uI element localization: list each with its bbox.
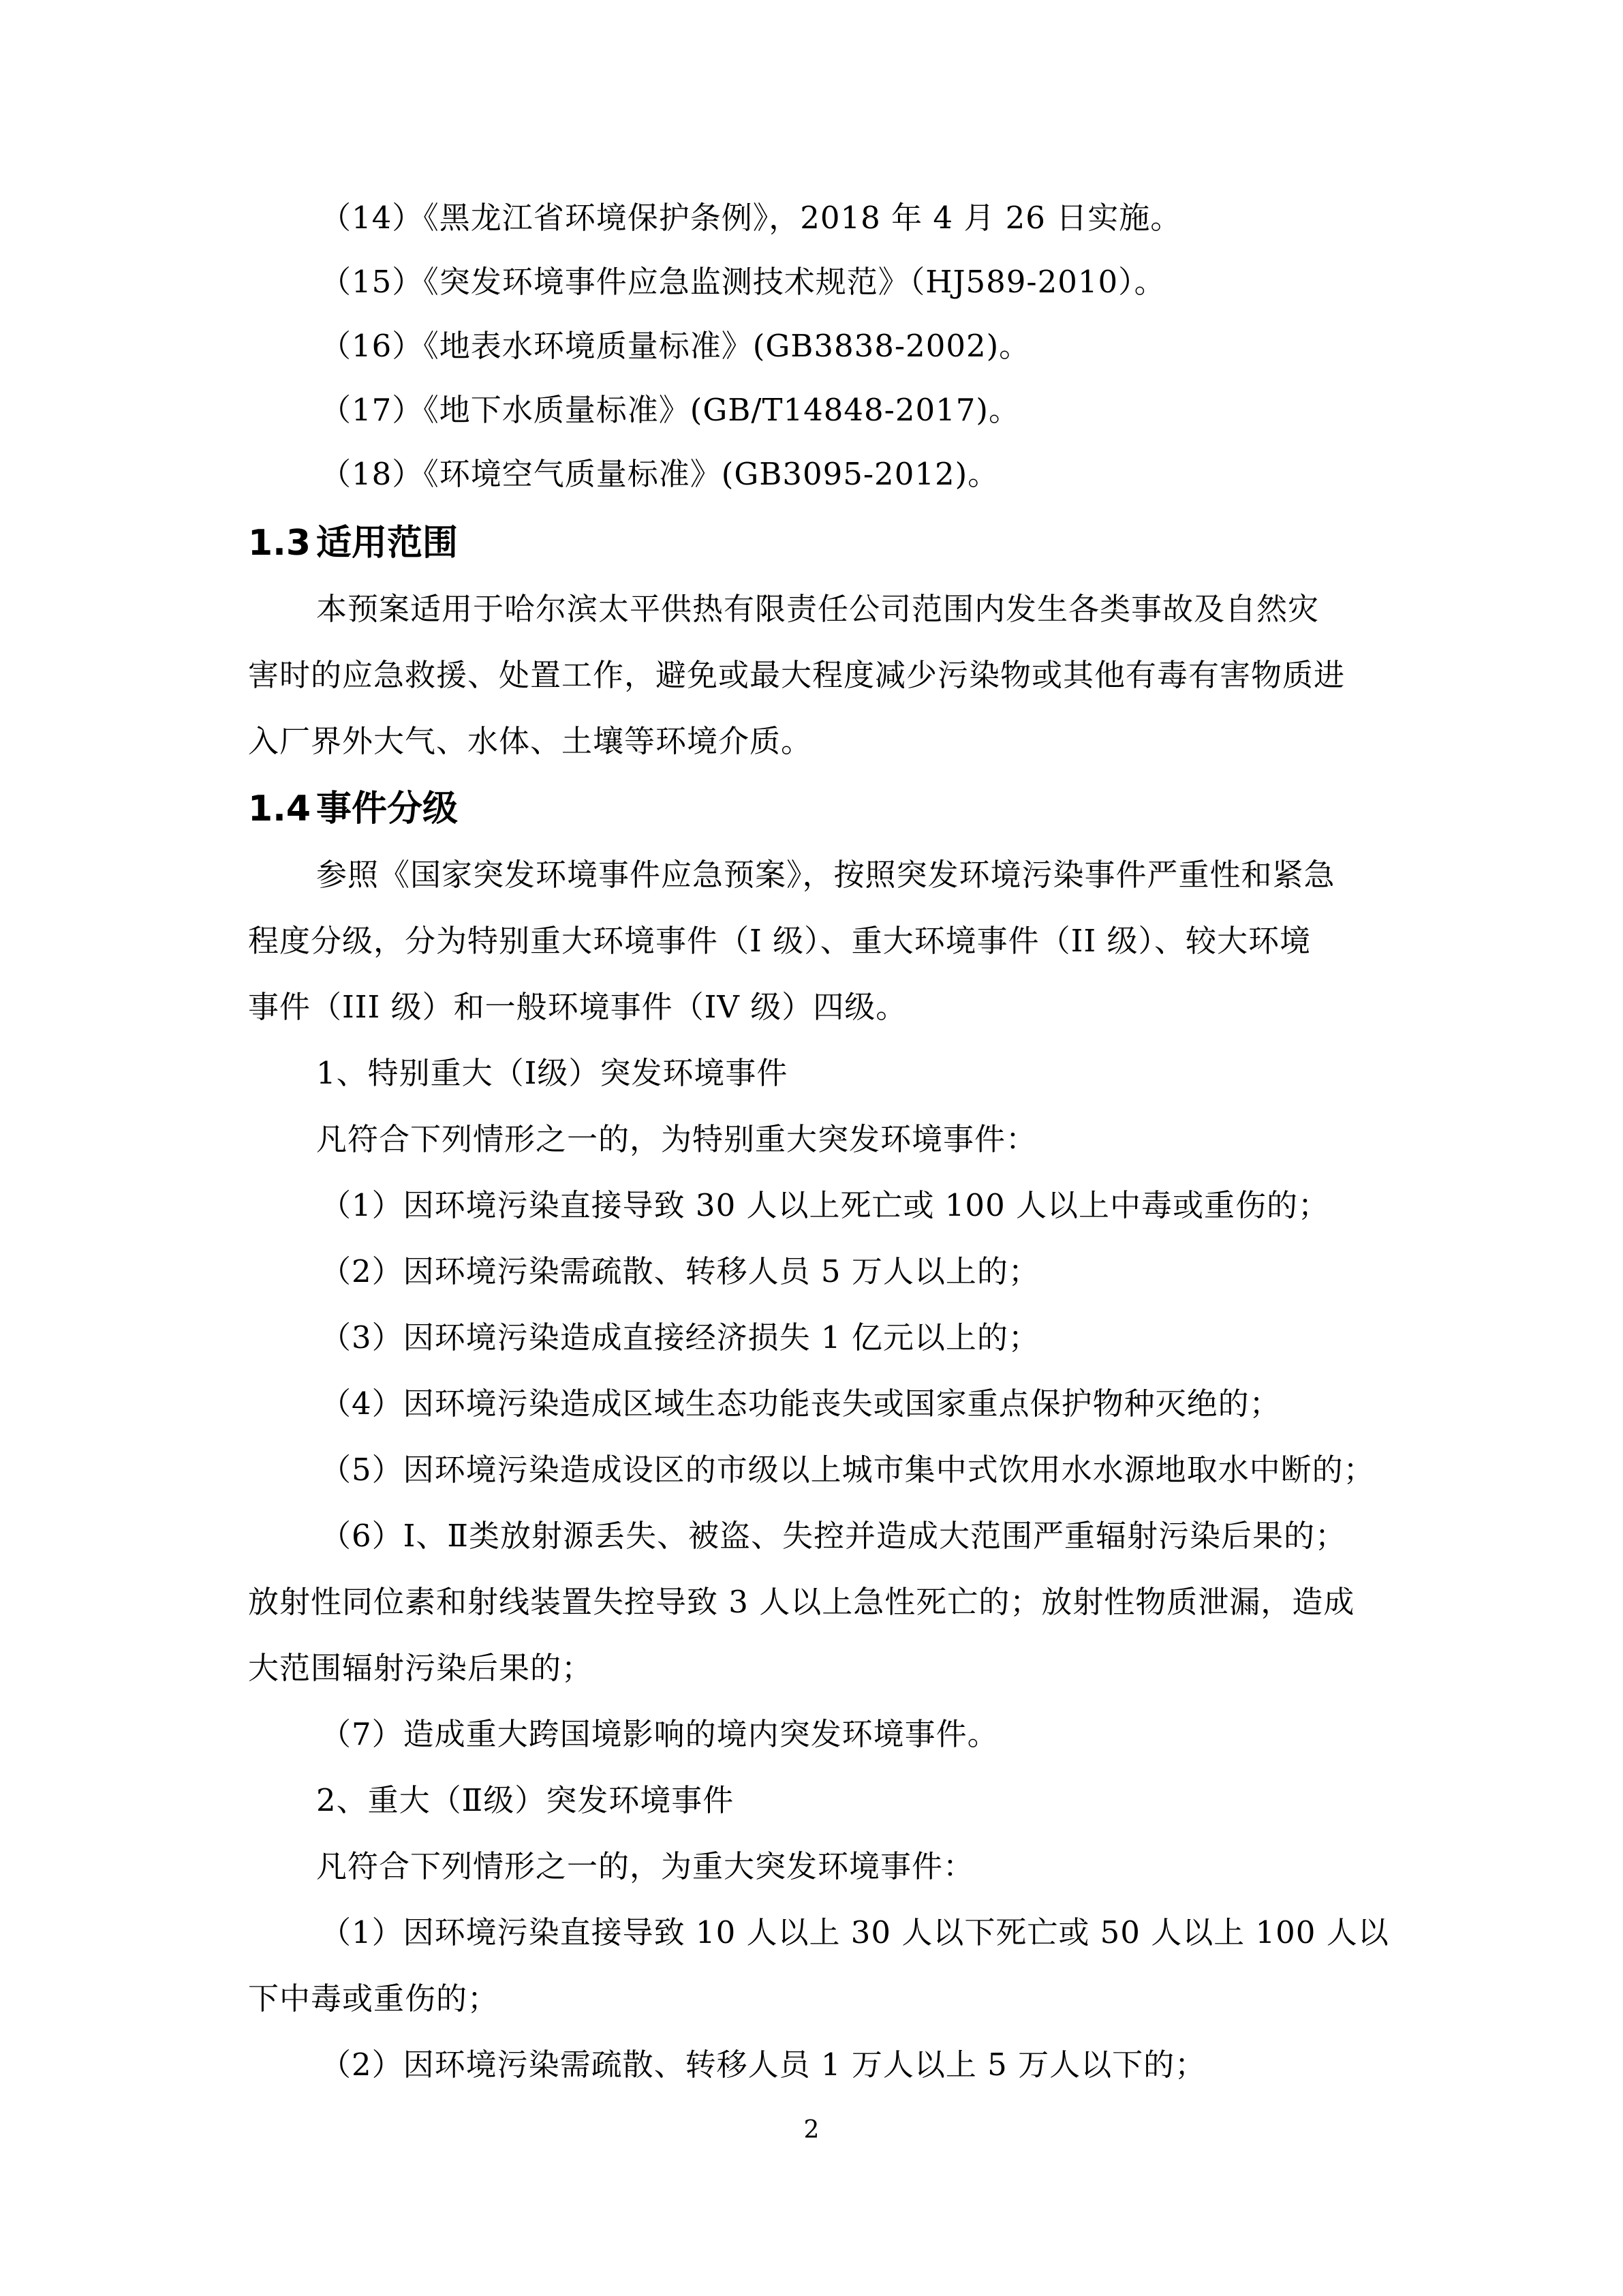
list-item-continuation: 下中毒或重伤的；	[248, 1980, 499, 2017]
section-heading-1-4	[248, 787, 458, 831]
reference-item: （16）《地表水环境质量标准》(GB3838-2002)。	[320, 328, 1031, 364]
reference-item: （18）《环境空气质量标准》(GB3095-2012)。	[320, 456, 1000, 492]
reference-item: （15）《突发环境事件应急监测技术规范》（HJ589-2010）。	[320, 264, 1166, 300]
list-item: （7）造成重大跨国境影响的境内突发环境事件。	[320, 1716, 999, 1752]
section-title: 适用范围	[316, 523, 459, 564]
paragraph-line: 事件（III 级）和一般环境事件（IV 级）四级。	[248, 989, 908, 1025]
list-item-continuation: 放射性同位素和射线装置失控导致 3 人以上急性死亡的；放射性物质泄漏，造成	[248, 1584, 1355, 1620]
page-number: 2	[803, 2116, 820, 2144]
level-heading: 2、重大（Ⅱ级）突发环境事件	[316, 1782, 735, 1818]
level-lead: 凡符合下列情形之一的，为特别重大突发环境事件：	[316, 1121, 1038, 1157]
level-lead: 凡符合下列情形之一的，为重大突发环境事件：	[316, 1848, 975, 1884]
section-heading-1-3	[248, 521, 458, 565]
reference-item: （14）《黑龙江省环境保护条例》，2018 年 4 月 26 日实施。	[320, 200, 1182, 236]
paragraph-line: 入厂界外大气、水体、土壤等环境介质。	[248, 723, 813, 759]
list-item-continuation: 大范围辐射污染后果的；	[248, 1650, 593, 1686]
section-title: 事件分级	[316, 789, 459, 829]
list-item: （6）Ⅰ、Ⅱ类放射源丢失、被盗、失控并造成大范围严重辐射污染后果的；	[320, 1518, 1346, 1554]
section-number: 1.4	[248, 789, 311, 829]
reference-item: （17）《地下水质量标准》(GB/T14848-2017)。	[320, 392, 1020, 428]
list-item: （3）因环境污染造成直接经济损失 1 亿元以上的；	[320, 1319, 1040, 1356]
list-item: （4）因环境污染造成区域生态功能丧失或国家重点保护物种灭绝的；	[320, 1386, 1281, 1422]
list-item: （5）因环境污染造成设区的市级以上城市集中式饮用水水源地取水中断的；	[320, 1452, 1375, 1488]
level-heading: 1、特别重大（Ⅰ级）突发环境事件	[316, 1055, 788, 1091]
paragraph-line: 害时的应急救援、处置工作，避免或最大程度减少污染物或其他有毒有害物质进	[248, 657, 1346, 693]
list-item: （1）因环境污染直接导致 30 人以上死亡或 100 人以上中毒或重伤的；	[320, 1187, 1330, 1223]
paragraph-line: 程度分级，分为特别重大环境事件（I 级）、重大环境事件（II 级）、较大环境	[248, 923, 1311, 959]
section-number: 1.3	[248, 523, 311, 564]
list-item: （2）因环境污染需疏散、转移人员 5 万人以上的；	[320, 1253, 1040, 1289]
paragraph-line: 参照《国家突发环境事件应急预案》，按照突发环境污染事件严重性和紧急	[316, 857, 1335, 893]
list-item: （2）因环境污染需疏散、转移人员 1 万人以上 5 万人以下的；	[320, 2047, 1207, 2083]
paragraph-line: 本预案适用于哈尔滨太平供热有限责任公司范围内发生各类事故及自然灾	[316, 591, 1320, 627]
list-item: （1）因环境污染直接导致 10 人以上 30 人以下死亡或 50 人以上 100 人以	[320, 1914, 1389, 1950]
